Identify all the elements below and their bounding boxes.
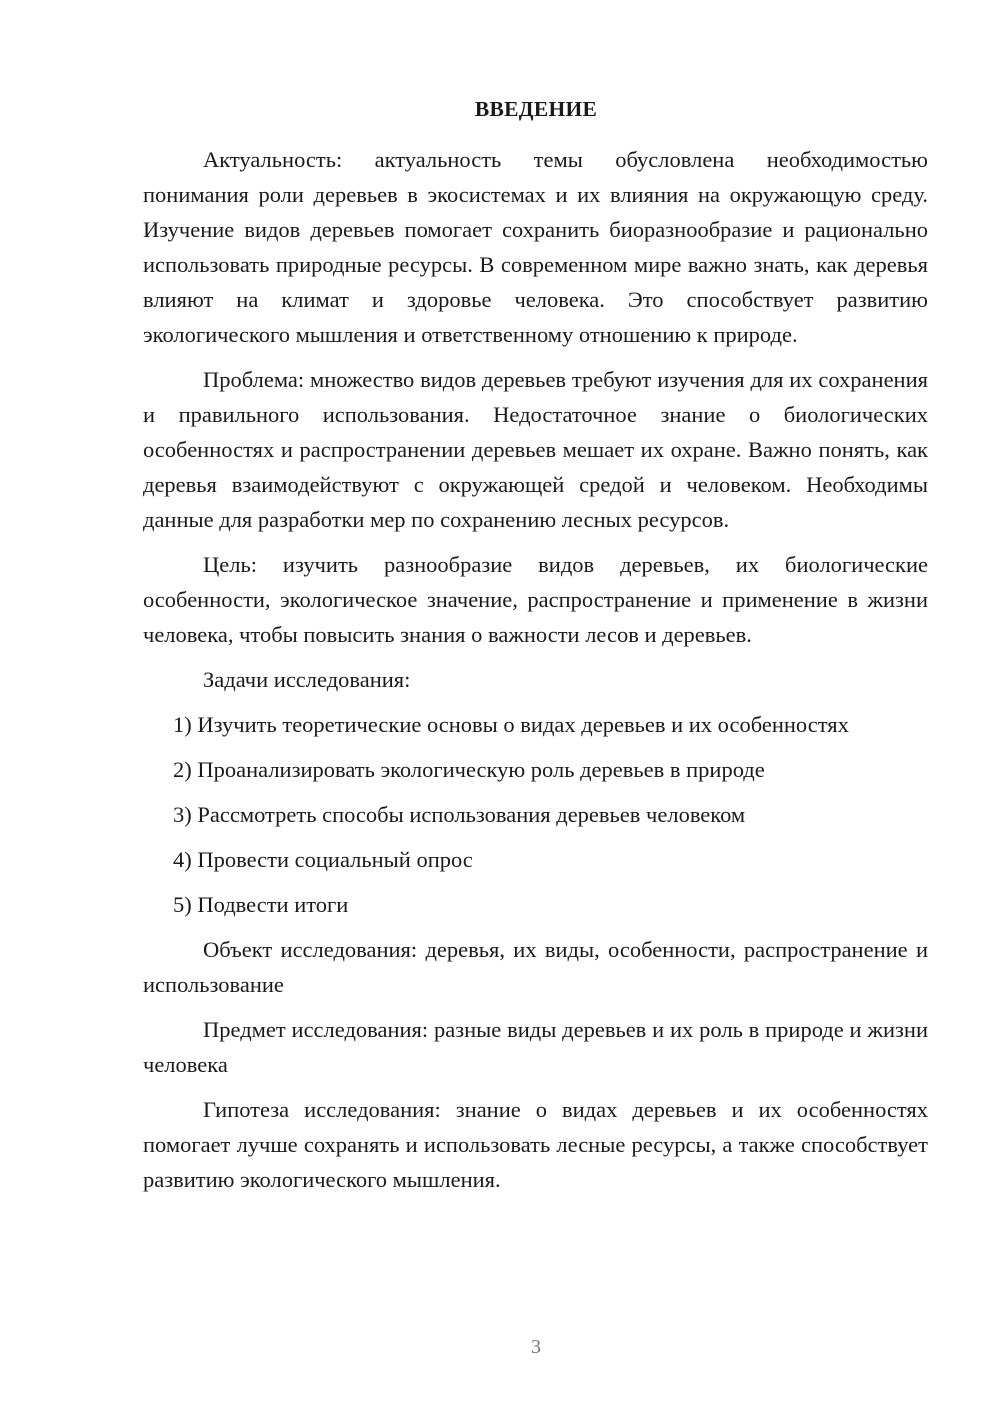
task-item: 5) Подвести итоги bbox=[173, 892, 349, 917]
problem-paragraph: Проблема: множество видов деревьев требуют изучения для их сохранения и правильного использования. Недостаточное знание о биологических особенностях и распространении деревьев мешает их охране. Важно понять, как деревья взаимодействуют с окружающей средой и человеком. Необходимы данные для разработки мер по сохранению лесных ресурсов. bbox=[143, 367, 928, 532]
goal-paragraph: Цель: изучить разнообразие видов деревьев, их биологические особенности, экологическое значение, распространение и применение в жизни человека, чтобы повысить знания о важности лесов и деревьев. bbox=[143, 552, 928, 647]
task-item: 3) Рассмотреть способы использования деревьев человеком bbox=[173, 802, 746, 827]
research-object-paragraph: Объект исследования: деревья, их виды, особенности, распространение и использование bbox=[143, 937, 928, 997]
research-subject-paragraph: Предмет исследования: разные виды деревьев и их роль в природе и жизни человека bbox=[143, 1017, 928, 1077]
tasks-list bbox=[143, 707, 928, 922]
task-item: 1) Изучить теоретические основы о видах деревьев и их особенностях bbox=[173, 712, 849, 737]
relevance-paragraph: Актуальность: актуальность темы обусловлена необходимостью понимания роли деревьев в экосистемах и их влияния на окружающую среду. Изучение видов деревьев помогает сохранить биоразнообразие и рационально использовать природные ресурсы. В современном мире важно знать, как деревья влияют на климат и здоровье человека. Это способствует развитию экологического мышления и ответственному отношению к природе. bbox=[143, 147, 928, 347]
hypothesis-paragraph: Гипотеза исследования: знание о видах деревьев и их особенностях помогает лучше сохранять и использовать лесные ресурсы, а также способствует развитию экологического мышления. bbox=[143, 1097, 928, 1192]
page-number: 3 bbox=[531, 1336, 541, 1358]
body-text bbox=[143, 142, 928, 1197]
tasks-heading: Задачи исследования: bbox=[203, 667, 411, 692]
page-title: ВВЕДЕНИЕ bbox=[474, 97, 598, 121]
task-item: 2) Проанализировать экологическую роль деревьев в природе bbox=[173, 757, 765, 782]
task-item: 4) Провести социальный опрос bbox=[173, 847, 473, 872]
